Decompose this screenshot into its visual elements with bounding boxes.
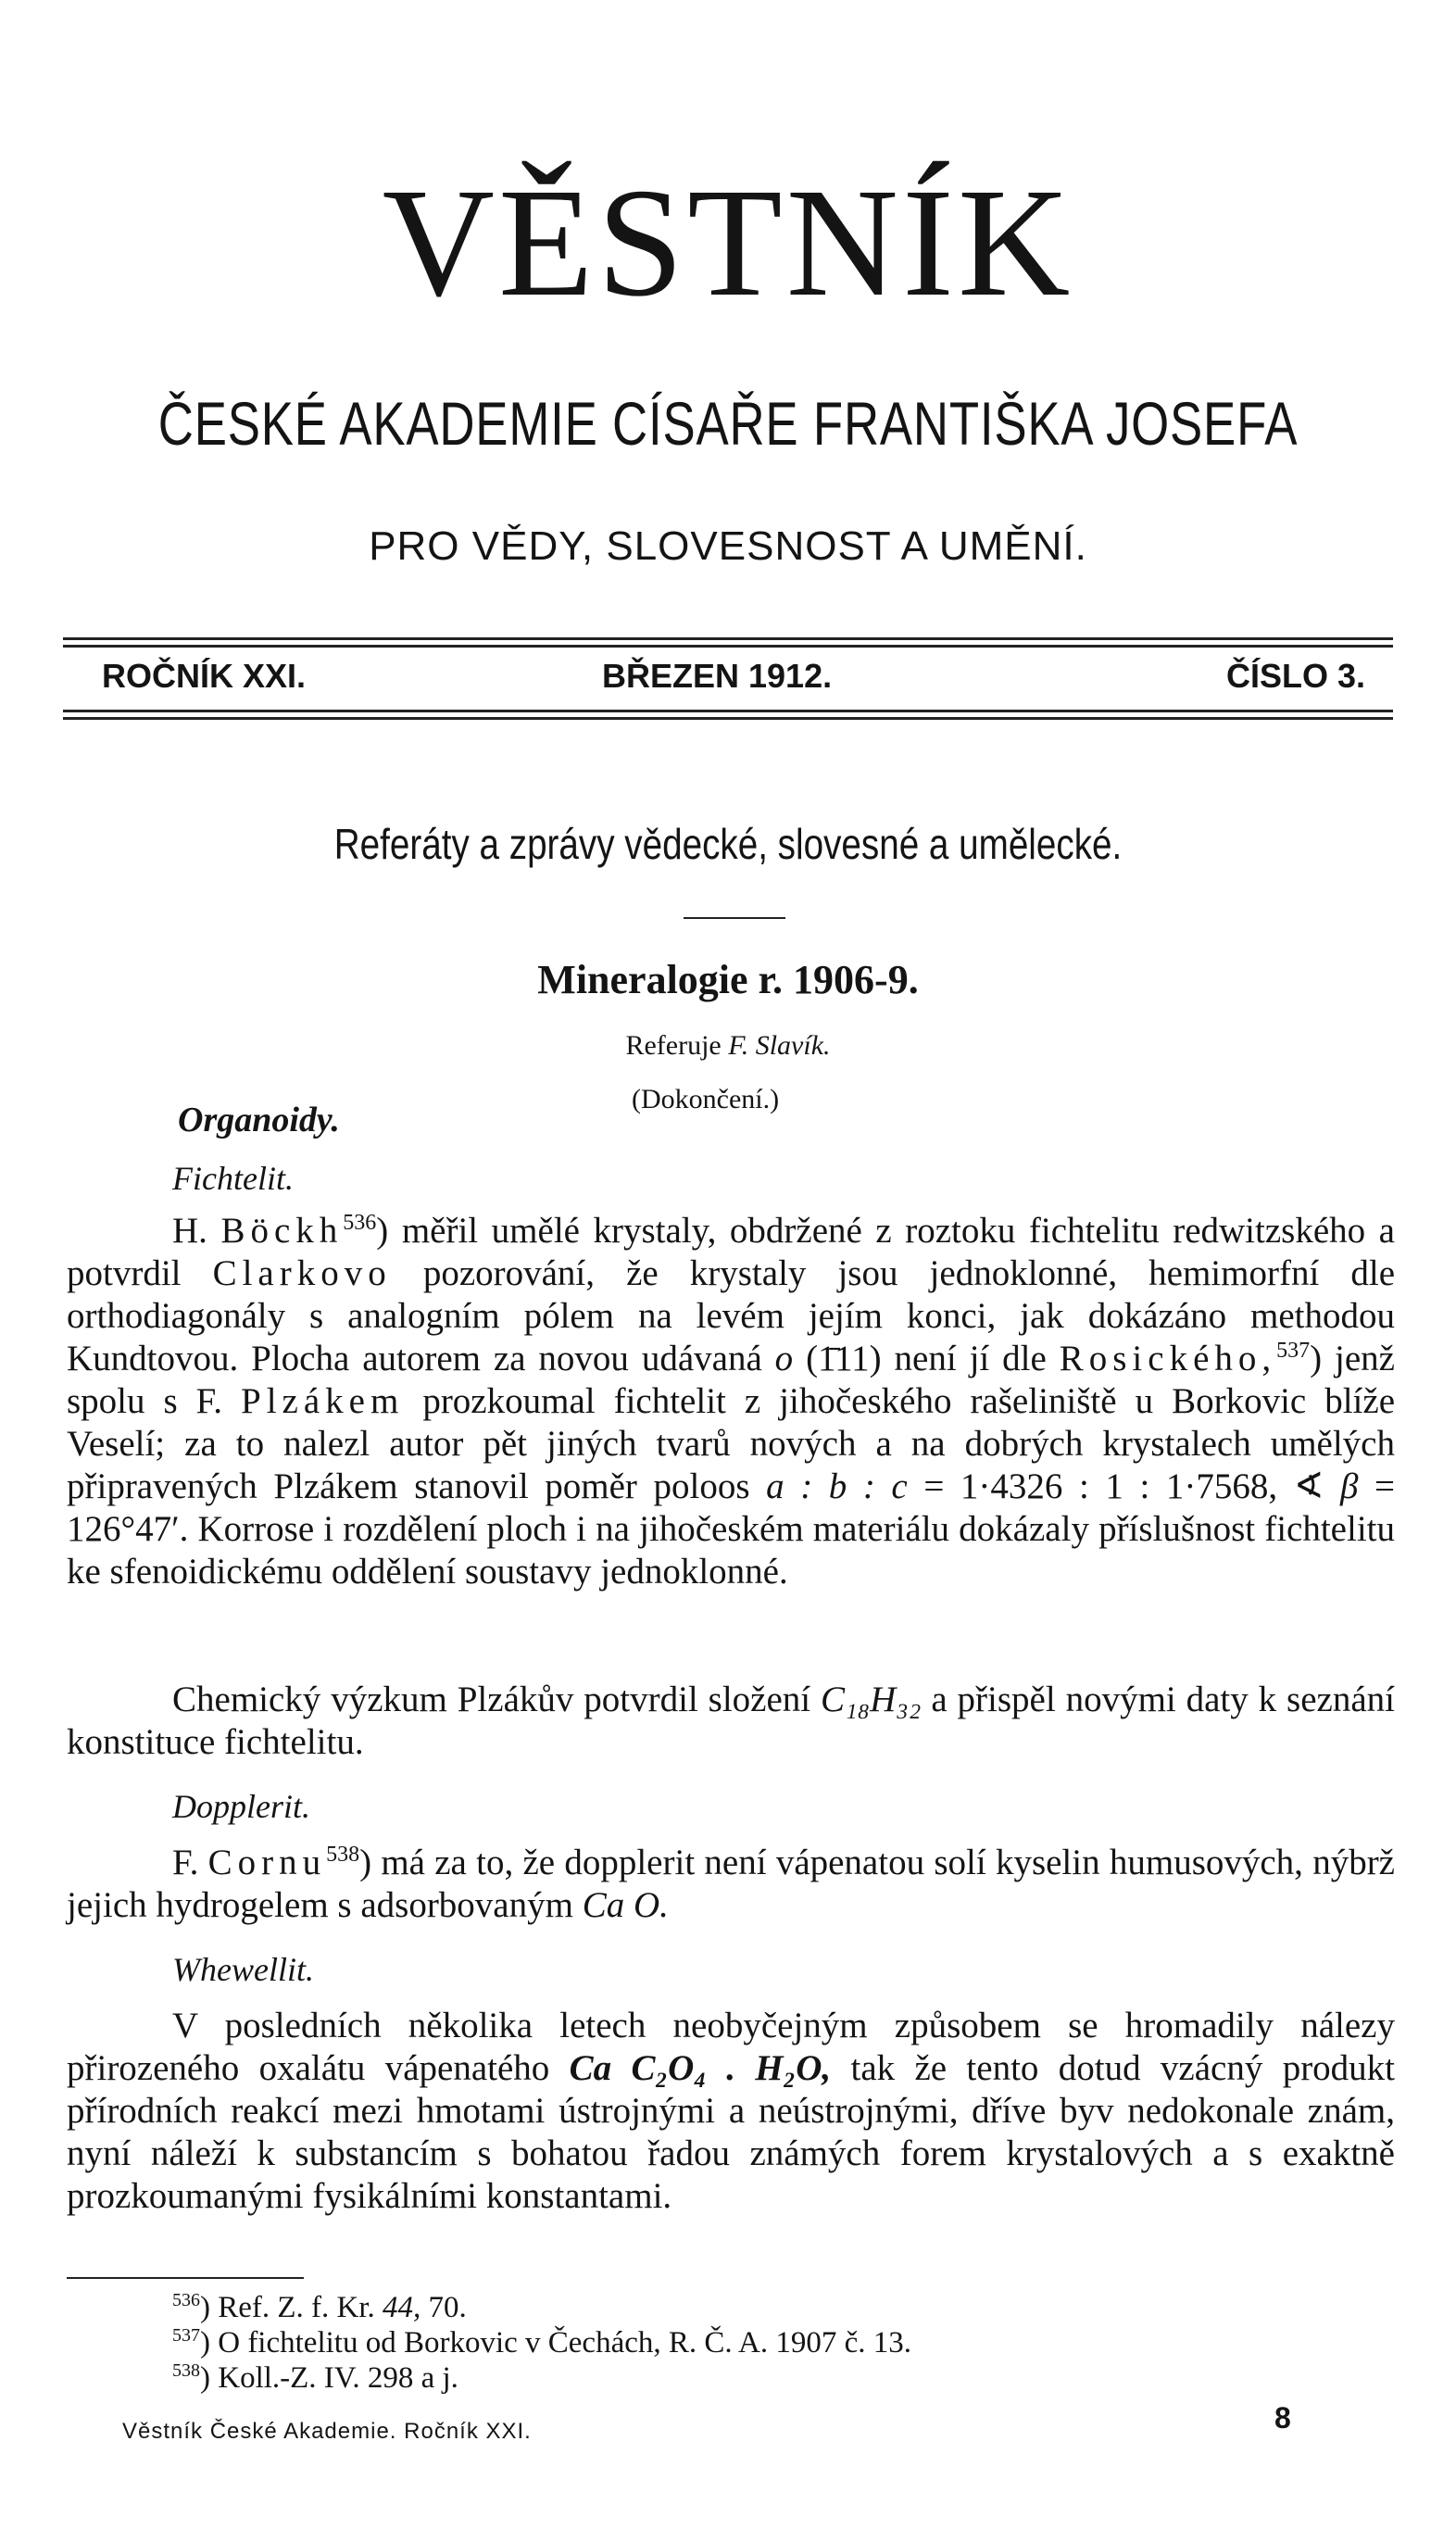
paragraph-whewellit: V posledních několika letech neobyčejným způsobem se hromadily nálezy přirozeného oxalátu vápenatého Ca C₂O₄ . H₂O, tak že tento dotud vzácný produkt přírodních reakcí mezi hmotami ústrojnými a neústrojnými, dříve byv nedokonale znám, nyní náleží k substancím s bohatou řadou známých forem krystalových a s exaktně prozkoumanými fysikálními konstantami. (67, 2006, 1396, 2216)
section-divider (684, 917, 785, 919)
issue-date: BŘEZEN 1912. (602, 657, 833, 695)
footnote-ref: 537 (1276, 1339, 1311, 1363)
heading-organoidy: Organoidy. (178, 1101, 340, 1139)
axis-ratio: a : b : c (766, 1466, 908, 1506)
footnote-537: $^{537}$) O fichtelitu od Borkovic v Čechách, R. Č. A. 1907 č. 13. (172, 2325, 912, 2360)
author-name: Rosického, (1059, 1339, 1277, 1378)
byline-prefix: Referuje (625, 1030, 722, 1061)
subheading-dopplerit: Dopplerit. (172, 1788, 310, 1825)
journal-subtitle-2: PRO VĚDY, SLOVESNOST A UMĚNÍ. (369, 523, 1087, 569)
footnote-ref: 536 (343, 1211, 377, 1235)
footnote-536: $^{536}$) Ref. Z. f. Kr. 44, 70. (172, 2290, 467, 2324)
byline-author: F. Slavík. (728, 1030, 831, 1061)
issue-number: ČÍSLO 3. (1226, 657, 1366, 695)
masthead-rule-bottom-2 (63, 717, 1393, 720)
paragraph-fichtelit: H. Böckh$^{536}$) měřil umělé krystaly, obdržené z roztoku fichtelitu redwitzského a potvrdil Clarkovo pozorování, že krystaly jsou jednoklonné, hemimorfní dle orthodiagonály s analogním pólem na levém jejím konci, jak dokázáno methodou Kundtovou. Plocha autorem za novou udávaná o (1̄11) není jí dle Rosického,$^{537}$) jenž spolu s F. Plzákem prozkoumal fichtelit z jihočeského rašeliniště u Borkovic blíže Veselí; za to nalezl autor pět jiných tvarů nových a na dobrých krystalech umělých připravených Plzákem stanovil poměr poloos a : b : c = 1·4326 : 1 : 1·7568, ∢ β = 126°47′. Korrose i rozdělení ploch i na jihočeském materiálu dokázaly příslušnost fichtelitu ke sfenoidickému oddělení soustavy jednoklonné. (67, 1211, 1396, 1592)
paragraph-chemistry: Chemický výzkum Plzákův potvrdil složení C₁₈H₃₂ a přispěl novými daty k seznání konstituce fichtelitu. (67, 1680, 1395, 1762)
author-name: Plzákem (241, 1381, 405, 1421)
author-name: Böckh (220, 1211, 344, 1251)
article-title: Mineralogie r. 1906-9. (537, 957, 919, 1002)
chemical-formula: C₁₈H₃₂ (821, 1680, 922, 1719)
footnotes (172, 2290, 911, 2396)
journal-title: VĚSTNÍK (382, 157, 1074, 329)
chemical-formula: Ca C₂O₄ . H₂O, (569, 2048, 832, 2088)
subheading-fichtelit: Fichtelit. (172, 1160, 294, 1197)
footnote-ref: 538 (326, 1843, 360, 1867)
footnote-538: $^{538}$) Koll.-Z. IV. 298 a j. (172, 2360, 458, 2395)
author-name: Cornu (207, 1843, 327, 1882)
section-title: Referáty a zprávy vědecké, slovesné a umělecké. (333, 820, 1123, 868)
article-byline (0, 1032, 1456, 1060)
author-name: Clarkovo (212, 1253, 392, 1293)
chemical-formula: Ca O. (582, 1885, 669, 1925)
journal-subtitle: ČESKÉ AKADEMIE CÍSAŘE FRANTIŠKA JOSEFA (157, 389, 1299, 458)
masthead-rule-top-2 (63, 645, 1393, 648)
masthead-rule-bottom (63, 710, 1393, 712)
page-number: 8 (1274, 2401, 1291, 2435)
footnote-separator (67, 2277, 304, 2279)
masthead-rule-top (63, 637, 1393, 640)
journal-footer: Věstník České Akademie. Ročník XXI. (122, 2419, 532, 2444)
continuation-note: (Dokončení.) (632, 1084, 780, 1114)
subheading-whewellit: Whewellit. (172, 1951, 314, 1988)
paragraph-dopplerit: F. Cornu$^{538}$) má za to, že dopplerit není vápenatou solí kyselin humusových, nýbrž jejich hydrogelem s adsorbovaným Ca O. (67, 1843, 1395, 1925)
volume-label: ROČNÍK XXI. (102, 657, 307, 695)
